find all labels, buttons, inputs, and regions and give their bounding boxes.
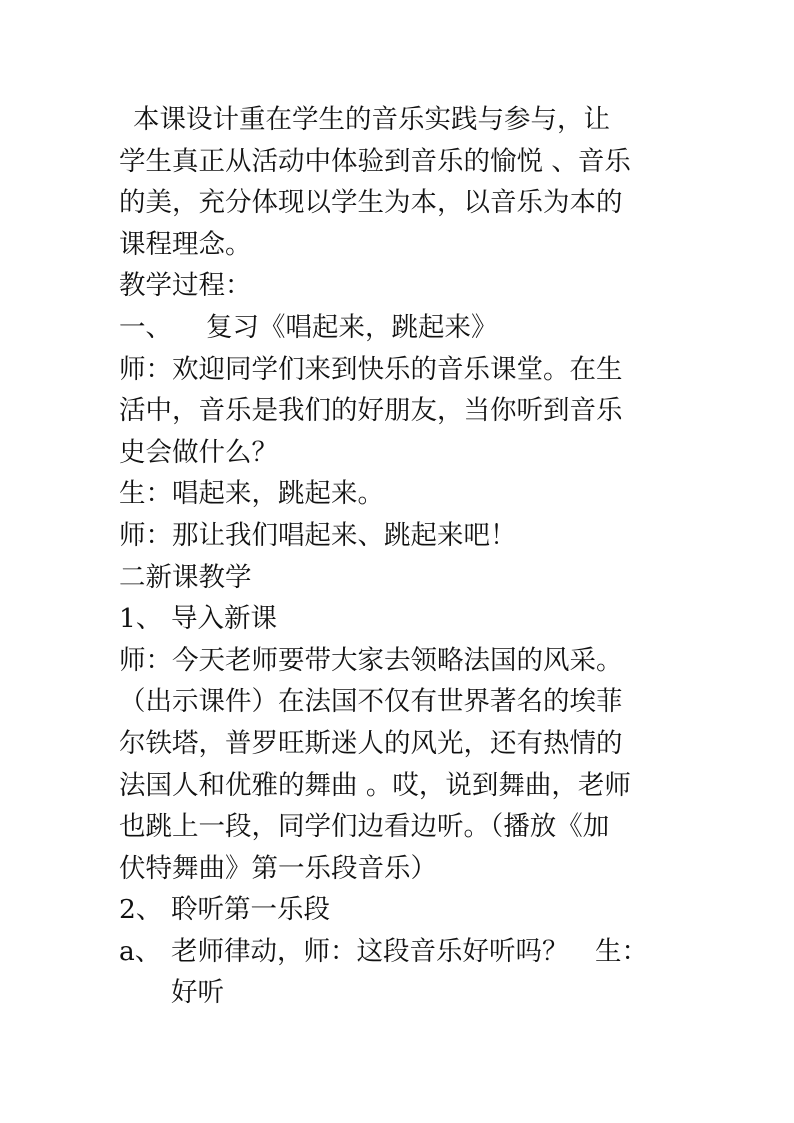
dialogue4-line-2: （出示课件）在法国不仅有世界著名的埃菲 xyxy=(119,686,623,718)
item2-marker: 2、 xyxy=(119,894,163,926)
intro-line-1: 本课设计重在学生的音乐实践与参与，让 xyxy=(133,104,610,135)
item1-marker: 1、 xyxy=(119,603,163,635)
dialogue1-line-2: 活中，音乐是我们的好朋友，当你听到音乐 xyxy=(119,395,623,427)
item-a-line-1 xyxy=(119,931,679,973)
item2-title: 聆听第一乐段 xyxy=(171,894,330,926)
dialogue2: 生：唱起来，跳起来。 xyxy=(119,478,384,510)
intro-line-3: 的美，充分体现以学生为本，以音乐为本的 xyxy=(119,187,623,219)
document-body xyxy=(119,99,679,1014)
item-a-line-2: 好听 xyxy=(171,977,224,1009)
intro-line-2: 学生真正从活动中体验到音乐的愉悦 、音乐 xyxy=(119,145,631,177)
section1-title: 复习《唱起来，跳起来》 xyxy=(206,311,498,343)
item1-title: 导入新课 xyxy=(171,603,277,635)
dialogue4-line-3: 尔铁塔，普罗旺斯迷人的风光，还有热情的 xyxy=(119,727,623,759)
section1-marker: 一、 xyxy=(119,311,172,343)
dialogue4-line-5: 也跳上一段，同学们边看边听。（播放《加 xyxy=(119,811,610,843)
intro-line-4: 课程理念。 xyxy=(119,228,252,260)
dialogue1-line-3: 史会做什么？ xyxy=(119,436,278,468)
dialogue4-line-1: 师：今天老师要带大家去领略法国的风采。 xyxy=(119,644,623,676)
section1-heading xyxy=(119,307,679,349)
dialogue1-line-1: 师：欢迎同学们来到快乐的音乐课堂。在生 xyxy=(119,353,623,385)
item-a-marker: a、 xyxy=(119,935,162,967)
item2-heading xyxy=(119,889,679,931)
section2-heading: 二新课教学 xyxy=(119,561,252,593)
dialogue4-line-6: 伏特舞曲》第一乐段音乐） xyxy=(119,852,437,884)
dialogue4-line-4: 法国人和优雅的舞曲 。哎，说到舞曲，老师 xyxy=(119,769,631,801)
item-a-text-1: 老师律动，师：这段音乐好听吗？ 生： xyxy=(171,935,648,967)
process-heading: 教学过程： xyxy=(119,270,252,302)
dialogue3: 师：那让我们唱起来、跳起来吧！ xyxy=(119,519,517,551)
item1-heading xyxy=(119,598,679,640)
